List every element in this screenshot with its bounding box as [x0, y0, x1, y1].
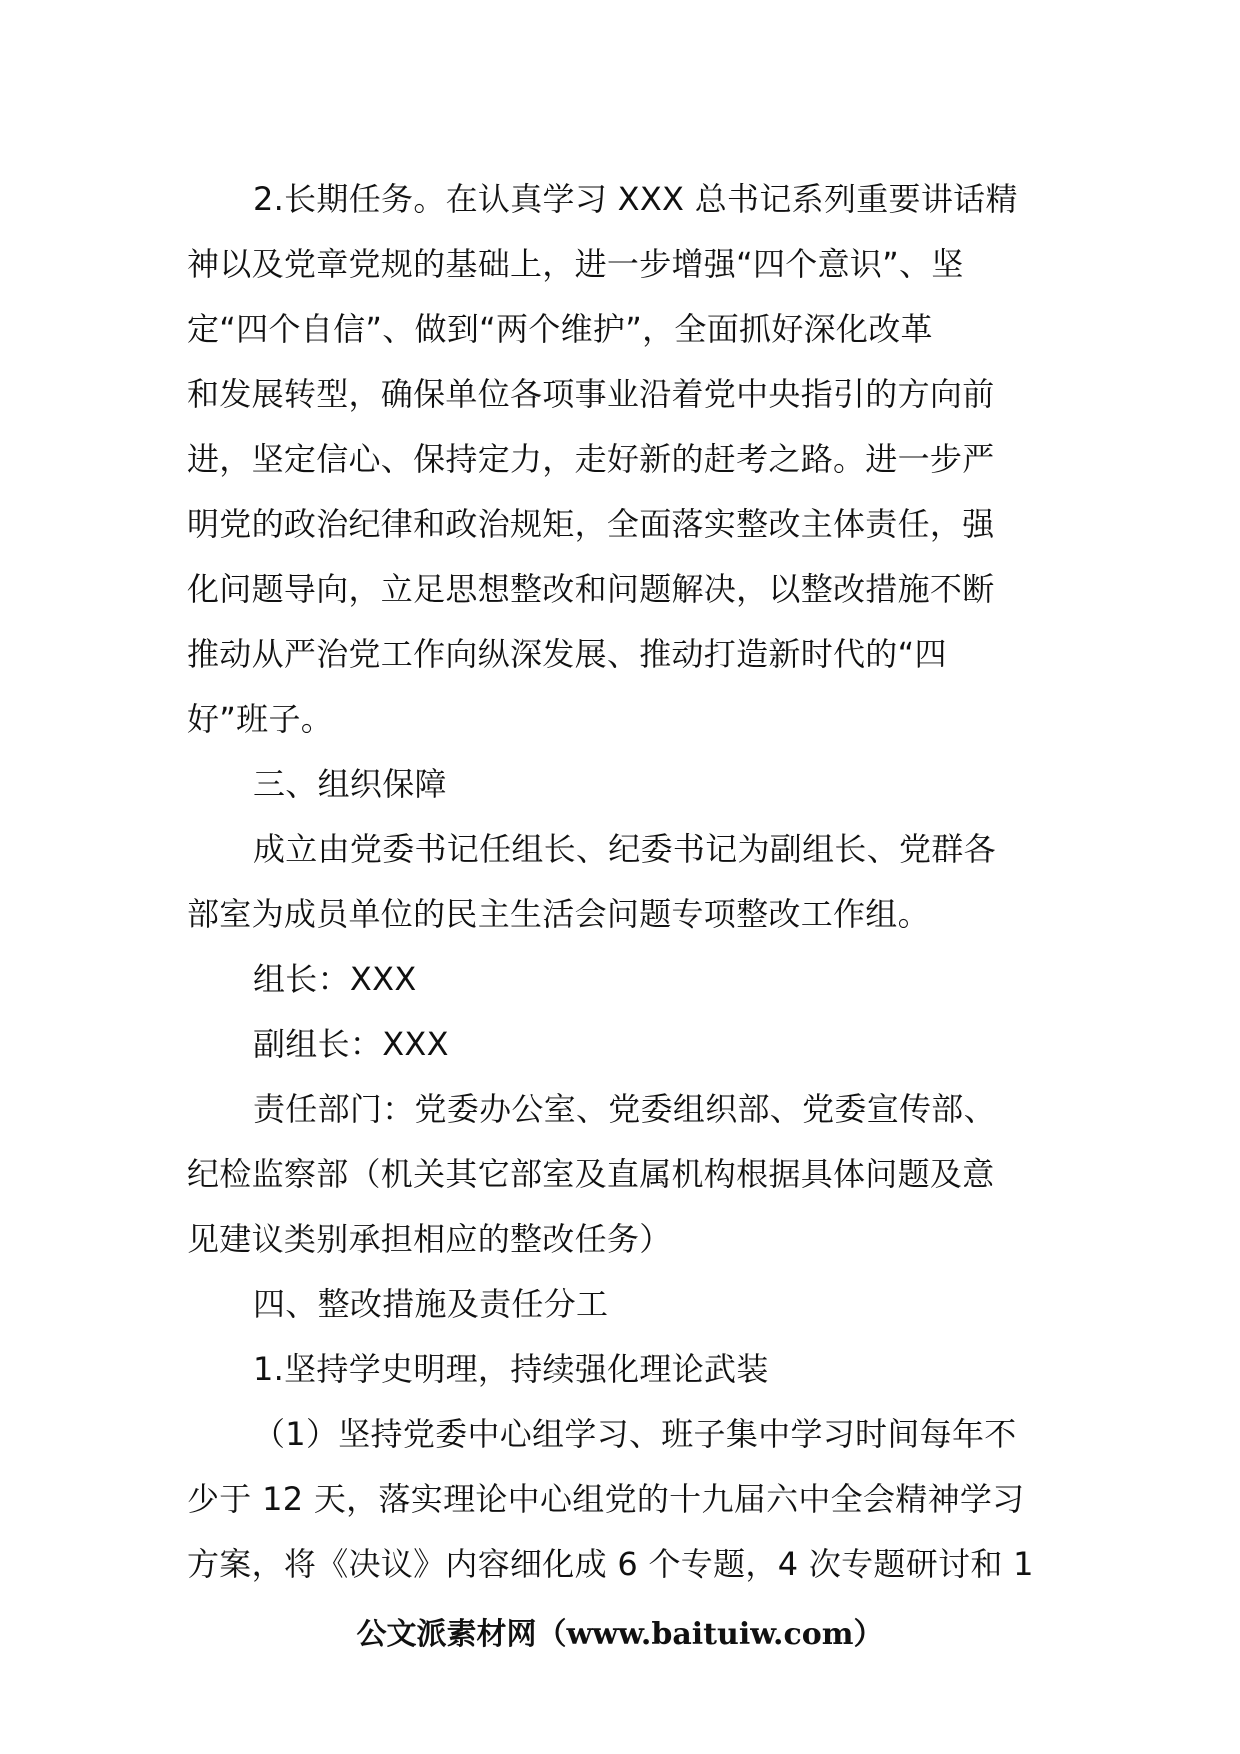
paragraph-working-group-line-2: 部室为成员单位的民主生活会问题专项整改工作组。: [187, 895, 930, 933]
paragraph-long-term-task-line-9: 好”班子。: [187, 700, 334, 738]
paragraph-long-term-task-line-6: 明党的政治纪律和政治规矩，全面落实整改主体责任，强: [187, 505, 995, 543]
footer-watermark: 公文派素材网（www.baituiw.com）: [356, 1617, 884, 1652]
paragraph-study-measure-line-1: （1）坚持党委中心组学习、班子集中学习时间每年不: [253, 1415, 1017, 1453]
paragraph-study-measure-line-3: 方案，将《决议》内容细化成 6 个专题，4 次专题研讨和 1: [187, 1545, 1034, 1583]
responsible-departments-line-2: 纪检监察部（机关其它部室及直属机构根据具体问题及意: [187, 1155, 995, 1193]
paragraph-long-term-task-line-7: 化问题导向，立足思想整改和问题解决，以整改措施不断: [187, 570, 995, 608]
paragraph-long-term-task-line-8: 推动从严治党工作向纵深发展、推动打造新时代的“四: [187, 635, 947, 673]
group-leader-line: 组长：XXX: [253, 960, 417, 998]
responsible-departments-line-1: 责任部门：党委办公室、党委组织部、党委宣传部、: [253, 1090, 996, 1128]
responsible-departments-line-3: 见建议类别承担相应的整改任务）: [187, 1220, 672, 1258]
section-heading-measures: 四、整改措施及责任分工: [253, 1285, 609, 1323]
paragraph-study-measure-line-2: 少于 12 天，落实理论中心组党的十九届六中全会精神学习: [187, 1480, 1025, 1518]
deputy-group-leader-line: 副组长：XXX: [253, 1025, 449, 1063]
paragraph-long-term-task-line-5: 进，坚定信心、保持定力，走好新的赶考之路。进一步严: [187, 440, 995, 478]
paragraph-working-group-line-1: 成立由党委书记任组长、纪委书记为副组长、党群各: [253, 830, 996, 868]
paragraph-long-term-task-line-3: 定“四个自信”、做到“两个维护”，全面抓好深化改革: [187, 310, 933, 348]
paragraph-long-term-task-line-4: 和发展转型，确保单位各项事业沿着党中央指引的方向前: [187, 375, 995, 413]
section-heading-organization: 三、组织保障: [253, 765, 447, 803]
subheading-theory-study: 1.坚持学史明理，持续强化理论武装: [253, 1350, 769, 1388]
document-body: [187, 167, 1057, 1597]
paragraph-long-term-task-line-1: 2.长期任务。在认真学习 XXX 总书记系列重要讲话精: [253, 180, 1018, 218]
paragraph-long-term-task-line-2: 神以及党章党规的基础上，进一步增强“四个意识”、坚: [187, 245, 964, 283]
